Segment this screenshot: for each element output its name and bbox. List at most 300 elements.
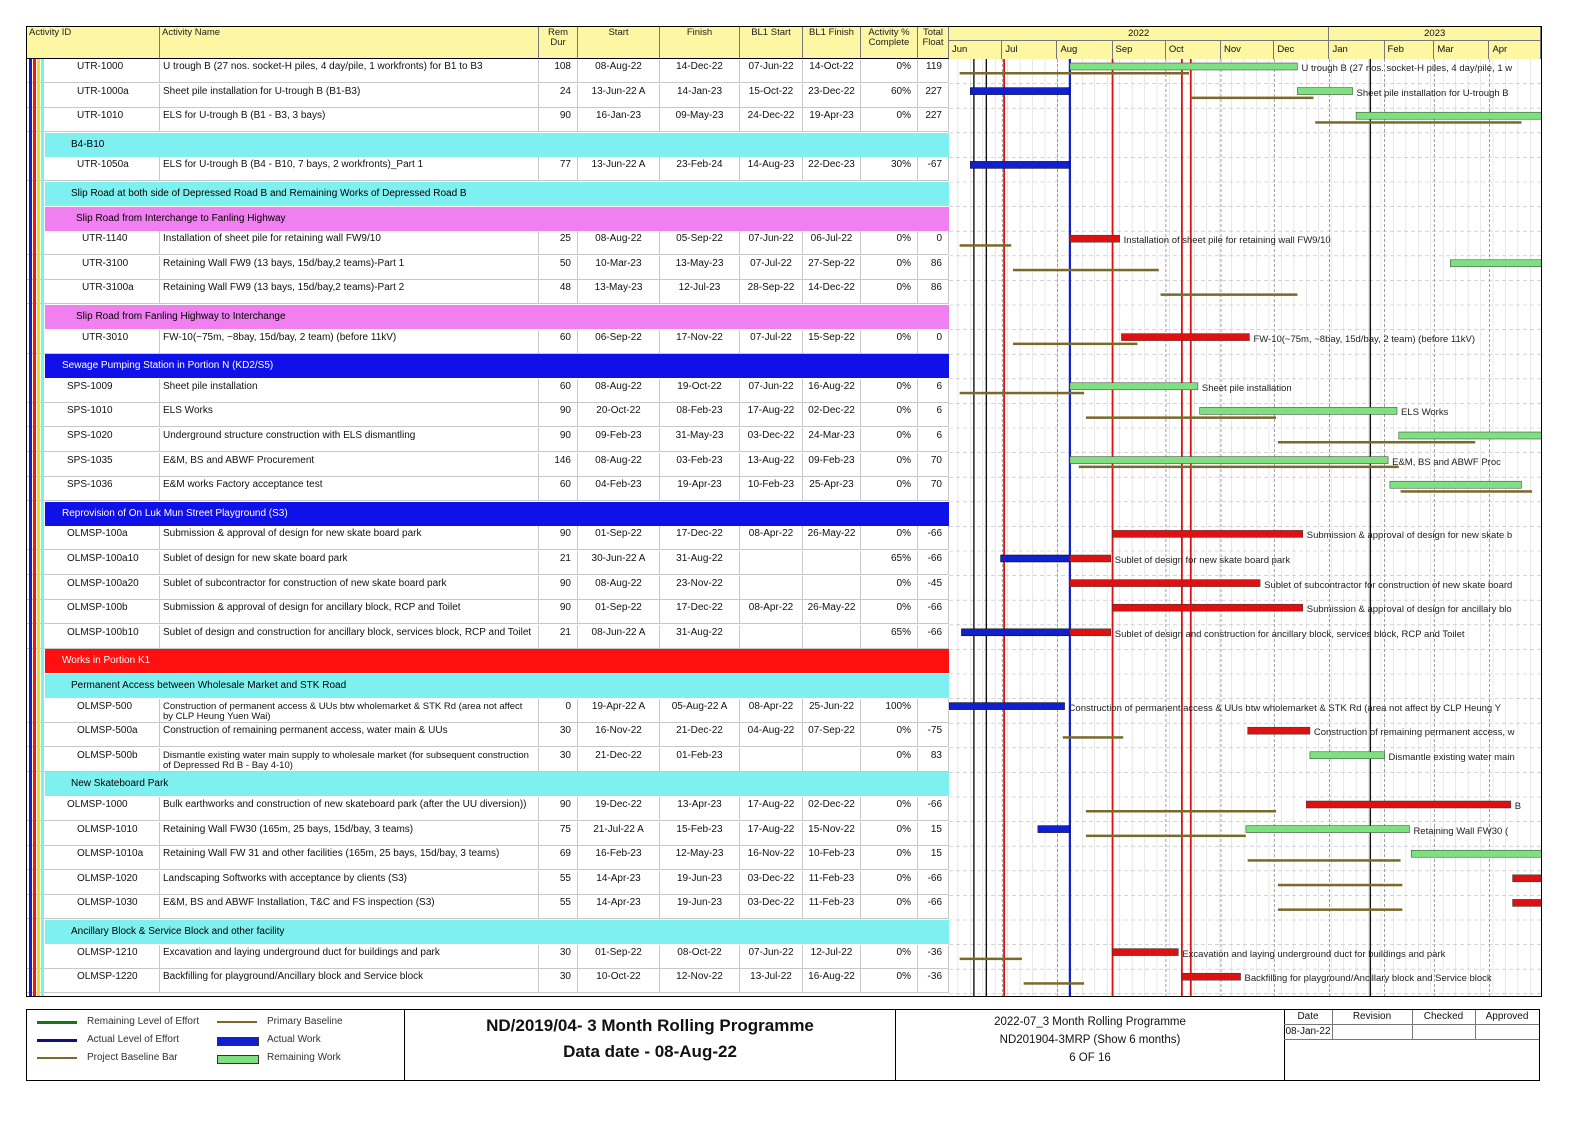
cell-start: 09-Feb-23 (578, 428, 660, 452)
wbs-group-row[interactable]: Works in Portion K1 (45, 649, 949, 673)
cell-finish: 31-May-23 (660, 428, 740, 452)
cell-name: ELS Works (160, 403, 539, 427)
cell-pct: 0% (861, 330, 918, 354)
cell-finish: 19-Oct-22 (660, 379, 740, 403)
cell-id: OLMSP-100b (27, 600, 160, 624)
cell-rem: 55 (539, 871, 578, 895)
month-header: Oct (1166, 41, 1221, 59)
cell-blf: 02-Dec-22 (803, 403, 861, 427)
cell-bls: 07-Jun-22 (740, 379, 803, 403)
header-activity-name[interactable]: Activity Name (160, 27, 539, 59)
wbs-group-row[interactable]: Reprovision of On Luk Mun Street Playground (S3) (45, 502, 949, 526)
activity-row[interactable] (27, 59, 949, 83)
cell-pct: 0% (861, 59, 918, 83)
cell-flt: 6 (918, 379, 949, 403)
cell-blf: 09-Feb-23 (803, 453, 861, 477)
cell-name: Sublet of design and construction for ancillary block, services block, RCP and Toilet (160, 625, 539, 649)
cell-rem: 55 (539, 895, 578, 919)
cell-bls: 17-Aug-22 (740, 797, 803, 821)
cell-pct: 0% (861, 108, 918, 132)
cell-finish: 14-Dec-22 (660, 59, 740, 83)
cell-id: SPS-1020 (27, 428, 160, 452)
cell-bls (740, 748, 803, 772)
cell-finish: 21-Dec-22 (660, 723, 740, 747)
cell-bls (740, 625, 803, 649)
cell-flt: -66 (918, 526, 949, 550)
cell-blf: 14-Dec-22 (803, 280, 861, 304)
cell-name: Construction of permanent access & UUs btw wholemarket & STK Rd (area not affect by CLP Heung Yuen Wai) (160, 699, 539, 723)
cell-start: 19-Apr-22 A (578, 699, 660, 723)
cell-start: 14-Apr-23 (578, 871, 660, 895)
cell-name: Sublet of design for new skate board park (160, 551, 539, 575)
cell-id: OLMSP-1010a (27, 846, 160, 870)
cell-finish: 03-Feb-23 (660, 453, 740, 477)
cell-finish: 14-Jan-23 (660, 84, 740, 108)
activity-row[interactable] (27, 453, 949, 477)
cell-finish: 13-May-23 (660, 256, 740, 280)
wbs-stripe-cyan (41, 59, 44, 996)
cell-blf: 25-Apr-23 (803, 477, 861, 501)
cell-id: OLMSP-100b10 (27, 625, 160, 649)
header-total-float[interactable]: Total Float (918, 27, 949, 59)
month-header: Jul (1002, 41, 1057, 59)
page-number: 6 OF 16 (1069, 1052, 1111, 1064)
cell-flt: 70 (918, 477, 949, 501)
cell-start: 04-Feb-23 (578, 477, 660, 501)
cell-rem: 77 (539, 157, 578, 181)
activity-row[interactable] (27, 846, 949, 870)
cell-flt (918, 699, 949, 723)
cell-name: Backfilling for playground/Ancillary block and Service block (160, 969, 539, 993)
cell-pct: 0% (861, 969, 918, 993)
month-header: Nov (1221, 41, 1274, 59)
cell-id: OLMSP-1220 (27, 969, 160, 993)
activity-row[interactable] (27, 895, 949, 919)
cell-id: UTR-3100a (27, 280, 160, 304)
cell-pct: 30% (861, 157, 918, 181)
cell-flt: 6 (918, 403, 949, 427)
cell-bls: 07-Jul-22 (740, 330, 803, 354)
cell-id: OLMSP-100a20 (27, 576, 160, 600)
cell-name: Underground structure construction with ELS dismantling (160, 428, 539, 452)
wbs-group-row[interactable]: Slip Road from Fanling Highway to Interchange (45, 305, 949, 329)
cell-bls: 08-Apr-22 (740, 600, 803, 624)
cell-rem: 90 (539, 108, 578, 132)
cell-start: 16-Feb-23 (578, 846, 660, 870)
cell-pct: 0% (861, 723, 918, 747)
cell-rem: 90 (539, 403, 578, 427)
cell-name: Sheet pile installation for U-trough B (B1-B3) (160, 84, 539, 108)
cell-start: 16-Jan-23 (578, 108, 660, 132)
cell-start: 08-Aug-22 (578, 453, 660, 477)
cell-flt: -66 (918, 797, 949, 821)
cell-bls: 07-Jul-22 (740, 256, 803, 280)
activity-row[interactable] (27, 871, 949, 895)
activity-row[interactable] (27, 157, 949, 181)
cell-blf: 14-Oct-22 (803, 59, 861, 83)
cell-name: Retaining Wall FW 31 and other facilities (165m, 25 bays, 15d/bay, 3 teams) (160, 846, 539, 870)
cell-name: Retaining Wall FW30 (165m, 25 bays, 15d/bay, 3 teams) (160, 822, 539, 846)
cell-flt: 0 (918, 330, 949, 354)
activity-row[interactable] (27, 551, 949, 575)
cell-bls: 07-Jun-22 (740, 945, 803, 969)
cell-flt: 83 (918, 748, 949, 772)
bar-label: Submission & approval of design for ancillary blo (1306, 604, 1512, 616)
bar-label: Sublet of subcontractor for construction of new skate board (1264, 579, 1513, 591)
cell-rem: 60 (539, 330, 578, 354)
rev-date-value: 08-Jan-22 (1285, 1026, 1331, 1037)
rev-approved-header: Approved (1485, 1011, 1529, 1022)
cell-bls (740, 576, 803, 600)
cell-start: 14-Apr-23 (578, 895, 660, 919)
cell-pct: 0% (861, 231, 918, 255)
cell-start: 16-Nov-22 (578, 723, 660, 747)
cell-rem: 0 (539, 699, 578, 723)
cell-blf (803, 576, 861, 600)
cell-name: Construction of remaining permanent access, water main & UUs (160, 723, 539, 747)
cell-id: OLMSP-1020 (27, 871, 160, 895)
cell-blf: 25-Jun-22 (803, 699, 861, 723)
cell-flt: 0 (918, 231, 949, 255)
cell-start: 06-Sep-22 (578, 330, 660, 354)
cell-pct: 0% (861, 895, 918, 919)
header-activity-id[interactable]: Activity ID (27, 27, 160, 59)
activity-row[interactable] (27, 477, 949, 501)
cell-pct: 60% (861, 84, 918, 108)
activity-row[interactable] (27, 723, 949, 747)
legend-label: Primary Baseline (267, 1016, 343, 1027)
cell-pct: 0% (861, 600, 918, 624)
programme-name: 2022-07_3 Month Rolling Programme (994, 1016, 1186, 1028)
cell-bls: 08-Apr-22 (740, 526, 803, 550)
legend-label: Actual Work (267, 1034, 321, 1045)
activity-row[interactable] (27, 822, 949, 846)
cell-start: 08-Aug-22 (578, 59, 660, 83)
month-header: Sep (1113, 41, 1166, 59)
bar-label: Sheet pile installation (1201, 382, 1292, 394)
cell-blf: 11-Feb-23 (803, 895, 861, 919)
cell-start: 13-Jun-22 A (578, 84, 660, 108)
year-header: 2023 (1329, 27, 1541, 41)
cell-bls: 13-Aug-22 (740, 453, 803, 477)
cell-bls: 07-Jun-22 (740, 59, 803, 83)
cell-blf: 10-Feb-23 (803, 846, 861, 870)
cell-pct: 0% (861, 945, 918, 969)
activity-row[interactable] (27, 699, 949, 723)
wbs-stripe-red (33, 59, 36, 996)
programme-title: ND/2019/04- 3 Month Rolling Programme (486, 1016, 814, 1035)
activity-row[interactable] (27, 108, 949, 132)
cell-pct: 0% (861, 822, 918, 846)
data-date: Data date - 08-Aug-22 (563, 1042, 737, 1061)
activity-row[interactable] (27, 231, 949, 255)
cell-flt: 86 (918, 280, 949, 304)
cell-bls: 15-Oct-22 (740, 84, 803, 108)
legend-swatch (37, 1039, 77, 1042)
cell-rem: 21 (539, 625, 578, 649)
activity-row[interactable] (27, 576, 949, 600)
activity-row[interactable] (27, 379, 949, 403)
wbs-group-row[interactable]: B4-B10 (45, 133, 949, 157)
wbs-group-row[interactable]: Slip Road from Interchange to Fanling Highway (45, 207, 949, 231)
rev-revision-header: Revision (1352, 1011, 1392, 1022)
cell-pct: 0% (861, 846, 918, 870)
wbs-group-row[interactable]: New Skateboard Park (45, 772, 949, 796)
month-header: Mar (1434, 41, 1489, 59)
cell-blf: 22-Dec-23 (803, 157, 861, 181)
cell-id: UTR-3100 (27, 256, 160, 280)
cell-id: UTR-1000a (27, 84, 160, 108)
cell-bls: 13-Jul-22 (740, 969, 803, 993)
cell-flt: 70 (918, 453, 949, 477)
cell-rem: 90 (539, 797, 578, 821)
cell-bls: 08-Apr-22 (740, 699, 803, 723)
cell-bls: 16-Nov-22 (740, 846, 803, 870)
cell-rem: 90 (539, 526, 578, 550)
activity-row[interactable] (27, 748, 949, 772)
activity-row[interactable] (27, 84, 949, 108)
cell-rem: 48 (539, 280, 578, 304)
header-rem-dur[interactable]: Rem Dur (539, 27, 578, 59)
cell-start: 08-Aug-22 (578, 231, 660, 255)
cell-bls: 28-Sep-22 (740, 280, 803, 304)
cell-id: UTR-1010 (27, 108, 160, 132)
cell-name: FW-10(~75m, ~8bay, 15d/bay, 2 team) (before 11kV) (160, 330, 539, 354)
activity-row[interactable] (27, 280, 949, 304)
bar-label: FW-10(~75m, ~8bay, 15d/bay, 2 team) (before 11kV) (1253, 333, 1476, 345)
legend-label: Actual Level of Effort (87, 1034, 180, 1045)
rev-checked-header: Checked (1423, 1011, 1464, 1022)
cell-pct: 0% (861, 453, 918, 477)
cell-blf (803, 551, 861, 575)
bar-label: Backfilling for playground/Ancillary block and Service block (1244, 973, 1492, 985)
cell-finish: 08-Oct-22 (660, 945, 740, 969)
month-header: Jun (949, 41, 1002, 59)
cell-rem: 60 (539, 477, 578, 501)
bar-label: Sublet of design and construction for ancillary block, services block, RCP and Toilet (1114, 628, 1465, 640)
activity-row[interactable] (27, 945, 949, 969)
cell-pct: 0% (861, 428, 918, 452)
activity-row[interactable] (27, 797, 949, 821)
activity-row[interactable] (27, 969, 949, 993)
bar-label: Sublet of design for new skate board park (1114, 555, 1291, 566)
cell-blf: 06-Jul-22 (803, 231, 861, 255)
cell-start: 20-Oct-22 (578, 403, 660, 427)
header-finish[interactable]: Finish (660, 27, 740, 59)
cell-flt: -66 (918, 871, 949, 895)
header-bl1-finish[interactable]: BL1 Finish (803, 27, 861, 59)
wbs-group-row[interactable]: Ancillary Block & Service Block and other facility (45, 920, 949, 944)
cell-rem: 30 (539, 723, 578, 747)
cell-pct: 0% (861, 280, 918, 304)
activity-row[interactable] (27, 625, 949, 649)
month-header: Aug (1057, 41, 1112, 59)
cell-blf (803, 748, 861, 772)
cell-rem: 69 (539, 846, 578, 870)
header-pct-complete[interactable]: Activity % Complete (861, 27, 918, 59)
cell-blf: 15-Sep-22 (803, 330, 861, 354)
legend-swatch (217, 1021, 257, 1023)
cell-finish: 01-Feb-23 (660, 748, 740, 772)
header-start[interactable]: Start (578, 27, 660, 59)
cell-rem: 90 (539, 600, 578, 624)
cell-blf: 02-Dec-22 (803, 797, 861, 821)
cell-start: 21-Jul-22 A (578, 822, 660, 846)
cell-blf: 12-Jul-22 (803, 945, 861, 969)
cell-start: 21-Dec-22 (578, 748, 660, 772)
cell-bls: 14-Aug-23 (740, 157, 803, 181)
cell-flt: 86 (918, 256, 949, 280)
header-bl1-start[interactable]: BL1 Start (740, 27, 803, 59)
cell-id: OLMSP-500 (27, 699, 160, 723)
cell-pct: 0% (861, 576, 918, 600)
legend-label: Remaining Level of Effort (87, 1016, 200, 1027)
cell-id: UTR-1050a (27, 157, 160, 181)
activity-row[interactable] (27, 526, 949, 550)
cell-pct: 65% (861, 625, 918, 649)
legend-label: Project Baseline Bar (87, 1052, 178, 1063)
cell-name: E&M works Factory acceptance test (160, 477, 539, 501)
cell-blf: 16-Aug-22 (803, 969, 861, 993)
wbs-group-row[interactable]: Sewage Pumping Station in Portion N (KD2/S5) (45, 354, 949, 378)
legend-label: Remaining Work (267, 1052, 341, 1063)
legend-swatch (217, 1037, 259, 1046)
cell-id: OLMSP-500a (27, 723, 160, 747)
cell-rem: 25 (539, 231, 578, 255)
cell-id: OLMSP-1000 (27, 797, 160, 821)
cell-id: OLMSP-1010 (27, 822, 160, 846)
month-header: Apr (1489, 41, 1541, 59)
cell-finish: 05-Aug-22 A (660, 699, 740, 723)
cell-pct: 0% (861, 526, 918, 550)
bar-label: B (1514, 801, 1522, 812)
cell-finish: 17-Dec-22 (660, 526, 740, 550)
cell-finish: 08-Feb-23 (660, 403, 740, 427)
bar-label: U trough B (27 nos. socket-H piles, 4 day/pile, 1 w (1301, 63, 1513, 74)
cell-start: 19-Dec-22 (578, 797, 660, 821)
gantt-chart (949, 27, 1541, 996)
cell-finish: 31-Aug-22 (660, 625, 740, 649)
cell-bls: 03-Dec-22 (740, 895, 803, 919)
cell-rem: 90 (539, 576, 578, 600)
cell-flt: 6 (918, 428, 949, 452)
activity-row[interactable] (27, 403, 949, 427)
cell-flt: 227 (918, 108, 949, 132)
cell-flt: -66 (918, 625, 949, 649)
cell-start: 01-Sep-22 (578, 526, 660, 550)
bar-label: Excavation and laying underground duct for buildings and park (1182, 948, 1446, 960)
activity-row[interactable] (27, 428, 949, 452)
cell-pct: 65% (861, 551, 918, 575)
activity-row[interactable] (27, 256, 949, 280)
rev-rule (1284, 1039, 1539, 1040)
cell-bls: 07-Jun-22 (740, 231, 803, 255)
bar-label: Submission & approval of design for new skate b (1306, 530, 1513, 542)
cell-rem: 60 (539, 379, 578, 403)
cell-pct: 100% (861, 699, 918, 723)
cell-bls: 10-Feb-23 (740, 477, 803, 501)
cell-pct: 0% (861, 379, 918, 403)
cell-blf (803, 625, 861, 649)
month-header: Jan (1329, 41, 1384, 59)
cell-pct: 0% (861, 256, 918, 280)
cell-name: Sheet pile installation (160, 379, 539, 403)
cell-blf: 16-Aug-22 (803, 379, 861, 403)
gantt-labels (949, 59, 1541, 996)
month-header: Dec (1274, 41, 1329, 59)
wbs-group-row[interactable]: Permanent Access between Wholesale Market and STK Road (45, 674, 949, 698)
legend-swatch (217, 1055, 259, 1064)
cell-start: 10-Oct-22 (578, 969, 660, 993)
activity-row[interactable] (27, 330, 949, 354)
year-header: 2022 (949, 27, 1329, 41)
cell-name: Submission & approval of design for new skate board park (160, 526, 539, 550)
cell-name: Landscaping Softworks with acceptance by clients (S3) (160, 871, 539, 895)
cell-finish: 12-Nov-22 (660, 969, 740, 993)
bar-label: Retaining Wall FW30 ( (1413, 825, 1509, 837)
cell-flt: -67 (918, 157, 949, 181)
cell-name: Sublet of subcontractor for construction of new skate board park (160, 576, 539, 600)
cell-finish: 05-Sep-22 (660, 231, 740, 255)
cell-pct: 0% (861, 403, 918, 427)
cell-blf: 23-Dec-22 (803, 84, 861, 108)
cell-blf: 11-Feb-23 (803, 871, 861, 895)
cell-rem: 108 (539, 59, 578, 83)
cell-name: Installation of sheet pile for retaining wall FW9/10 (160, 231, 539, 255)
cell-start: 08-Jun-22 A (578, 625, 660, 649)
cell-pct: 0% (861, 748, 918, 772)
cell-bls: 17-Aug-22 (740, 822, 803, 846)
bar-label: ELS Works (1401, 407, 1449, 419)
cell-id: SPS-1010 (27, 403, 160, 427)
cell-rem: 30 (539, 969, 578, 993)
cell-flt: -36 (918, 945, 949, 969)
cell-id: SPS-1036 (27, 477, 160, 501)
cell-finish: 13-Apr-23 (660, 797, 740, 821)
cell-bls: 24-Dec-22 (740, 108, 803, 132)
cell-finish: 15-Feb-23 (660, 822, 740, 846)
cell-bls: 04-Aug-22 (740, 723, 803, 747)
cell-finish: 09-May-23 (660, 108, 740, 132)
cell-name: Retaining Wall FW9 (13 bays, 15d/bay,2 teams)-Part 1 (160, 256, 539, 280)
cell-name: Bulk earthworks and construction of new skateboard park (after the UU diversion)) (160, 797, 539, 821)
cell-blf: 27-Sep-22 (803, 256, 861, 280)
wbs-group-row[interactable]: Slip Road at both side of Depressed Road B and Remaining Works of Depressed Road B (45, 182, 949, 206)
activity-row[interactable] (27, 600, 949, 624)
rev-date-header: Date (1297, 1011, 1319, 1022)
cell-flt: -45 (918, 576, 949, 600)
cell-bls (740, 551, 803, 575)
bar-label: Construction of remaining permanent access, w (1313, 727, 1515, 739)
cell-start: 13-Jun-22 A (578, 157, 660, 181)
cell-blf: 24-Mar-23 (803, 428, 861, 452)
cell-pct: 0% (861, 477, 918, 501)
cell-finish: 19-Jun-23 (660, 871, 740, 895)
month-header: Feb (1385, 41, 1435, 59)
cell-rem: 24 (539, 84, 578, 108)
cell-rem: 30 (539, 748, 578, 772)
cell-finish: 31-Aug-22 (660, 551, 740, 575)
cell-rem: 90 (539, 428, 578, 452)
cell-flt: 15 (918, 822, 949, 846)
cell-finish: 23-Nov-22 (660, 576, 740, 600)
title-block (26, 1009, 1540, 1081)
bar-label: Construction of permanent access & UUs btw wholemarket & STK Rd (area not affect by CLP Heung Y (1068, 702, 1502, 714)
legend-swatch (37, 1021, 77, 1024)
cell-rem: 75 (539, 822, 578, 846)
cell-pct: 0% (861, 797, 918, 821)
cell-name: ELS for U-trough B (B4 - B10, 7 bays, 2 workfronts)_Part 1 (160, 157, 539, 181)
